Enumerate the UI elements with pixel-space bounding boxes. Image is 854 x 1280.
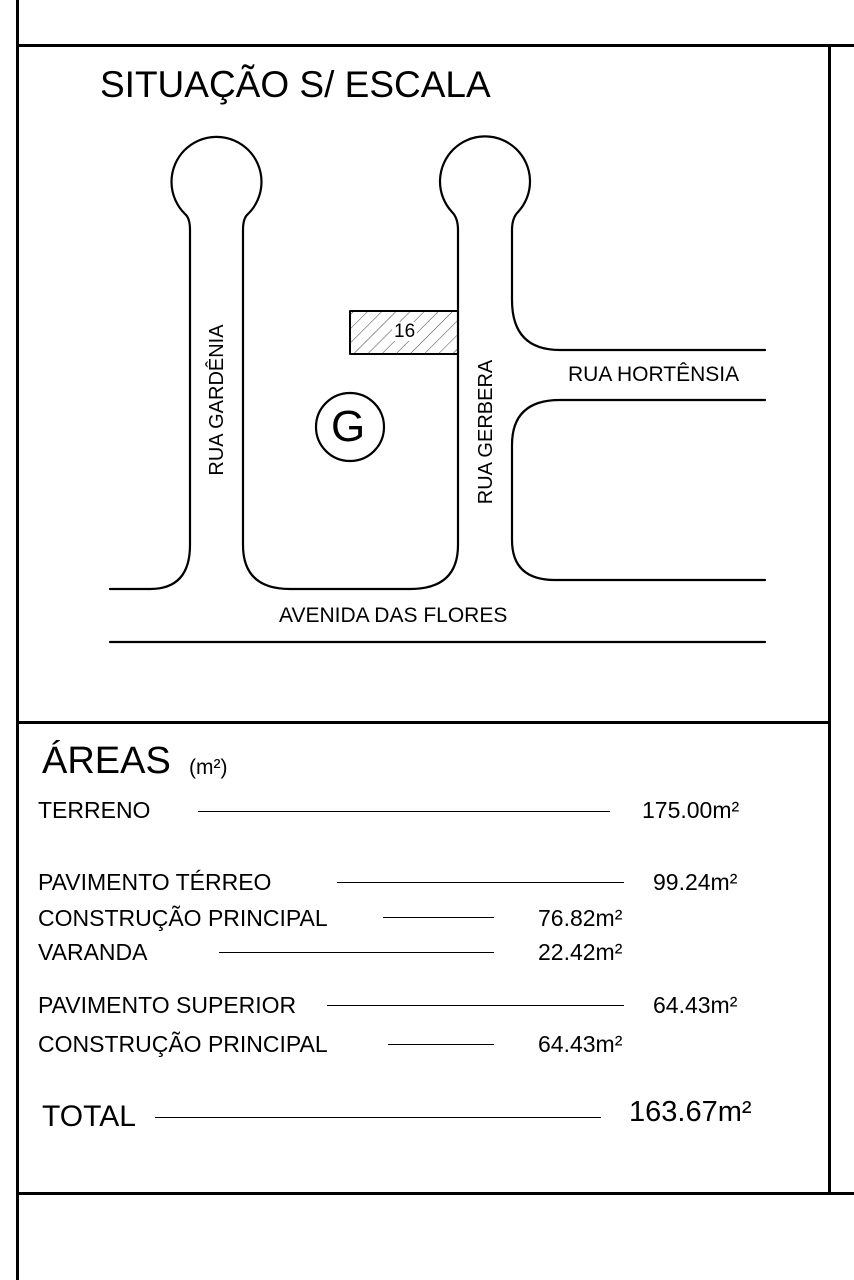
area-row-value: 99.24m²: [653, 869, 738, 895]
leader-line: [155, 1117, 601, 1118]
area-row-label: TERRENO: [38, 797, 151, 823]
area-subrow-value: 76.82m²: [538, 905, 623, 931]
leader-line: [219, 952, 494, 953]
areas-unit: (m²): [189, 756, 228, 779]
area-subrow-label: VARANDA: [38, 939, 148, 965]
area-subrow-value: 64.43m²: [538, 1031, 623, 1057]
areas-title: ÁREAS: [42, 740, 171, 782]
lot-number: 16: [394, 321, 416, 342]
leader-line: [327, 1005, 624, 1006]
area-subrow-label: CONSTRUÇÃO PRINCIPAL: [38, 1031, 328, 1057]
total-value: 163.67m²: [629, 1096, 752, 1128]
area-row-label: PAVIMENTO TÉRREO: [38, 869, 272, 895]
situacao-title: SITUAÇÃO S/ ESCALA: [100, 64, 491, 105]
total-label: TOTAL: [42, 1100, 136, 1133]
leader-line: [198, 811, 610, 812]
street-label-gardenia: RUA GARDÊNIA: [206, 324, 228, 476]
leader-line: [383, 917, 494, 918]
area-row-label: PAVIMENTO SUPERIOR: [38, 992, 297, 1018]
street-label-hortensia: RUA HORTÊNSIA: [568, 363, 740, 386]
area-subrow-label: CONSTRUÇÃO PRINCIPAL: [38, 905, 328, 931]
frame-bottom-divider: [16, 1192, 854, 1195]
street-label-avenida: AVENIDA DAS FLORES: [279, 604, 508, 627]
area-subrow-value: 22.42m²: [538, 939, 623, 965]
block-label: G: [331, 402, 366, 451]
street-label-gerbera: RUA GERBERA: [475, 359, 497, 505]
area-row-value: 175.00m²: [642, 797, 740, 823]
area-row-value: 64.43m²: [653, 992, 738, 1018]
leader-line: [388, 1044, 494, 1045]
rua-gerbera-lower-outline: [512, 400, 765, 580]
frame-middle-divider: [16, 721, 831, 724]
leader-line: [337, 882, 624, 883]
